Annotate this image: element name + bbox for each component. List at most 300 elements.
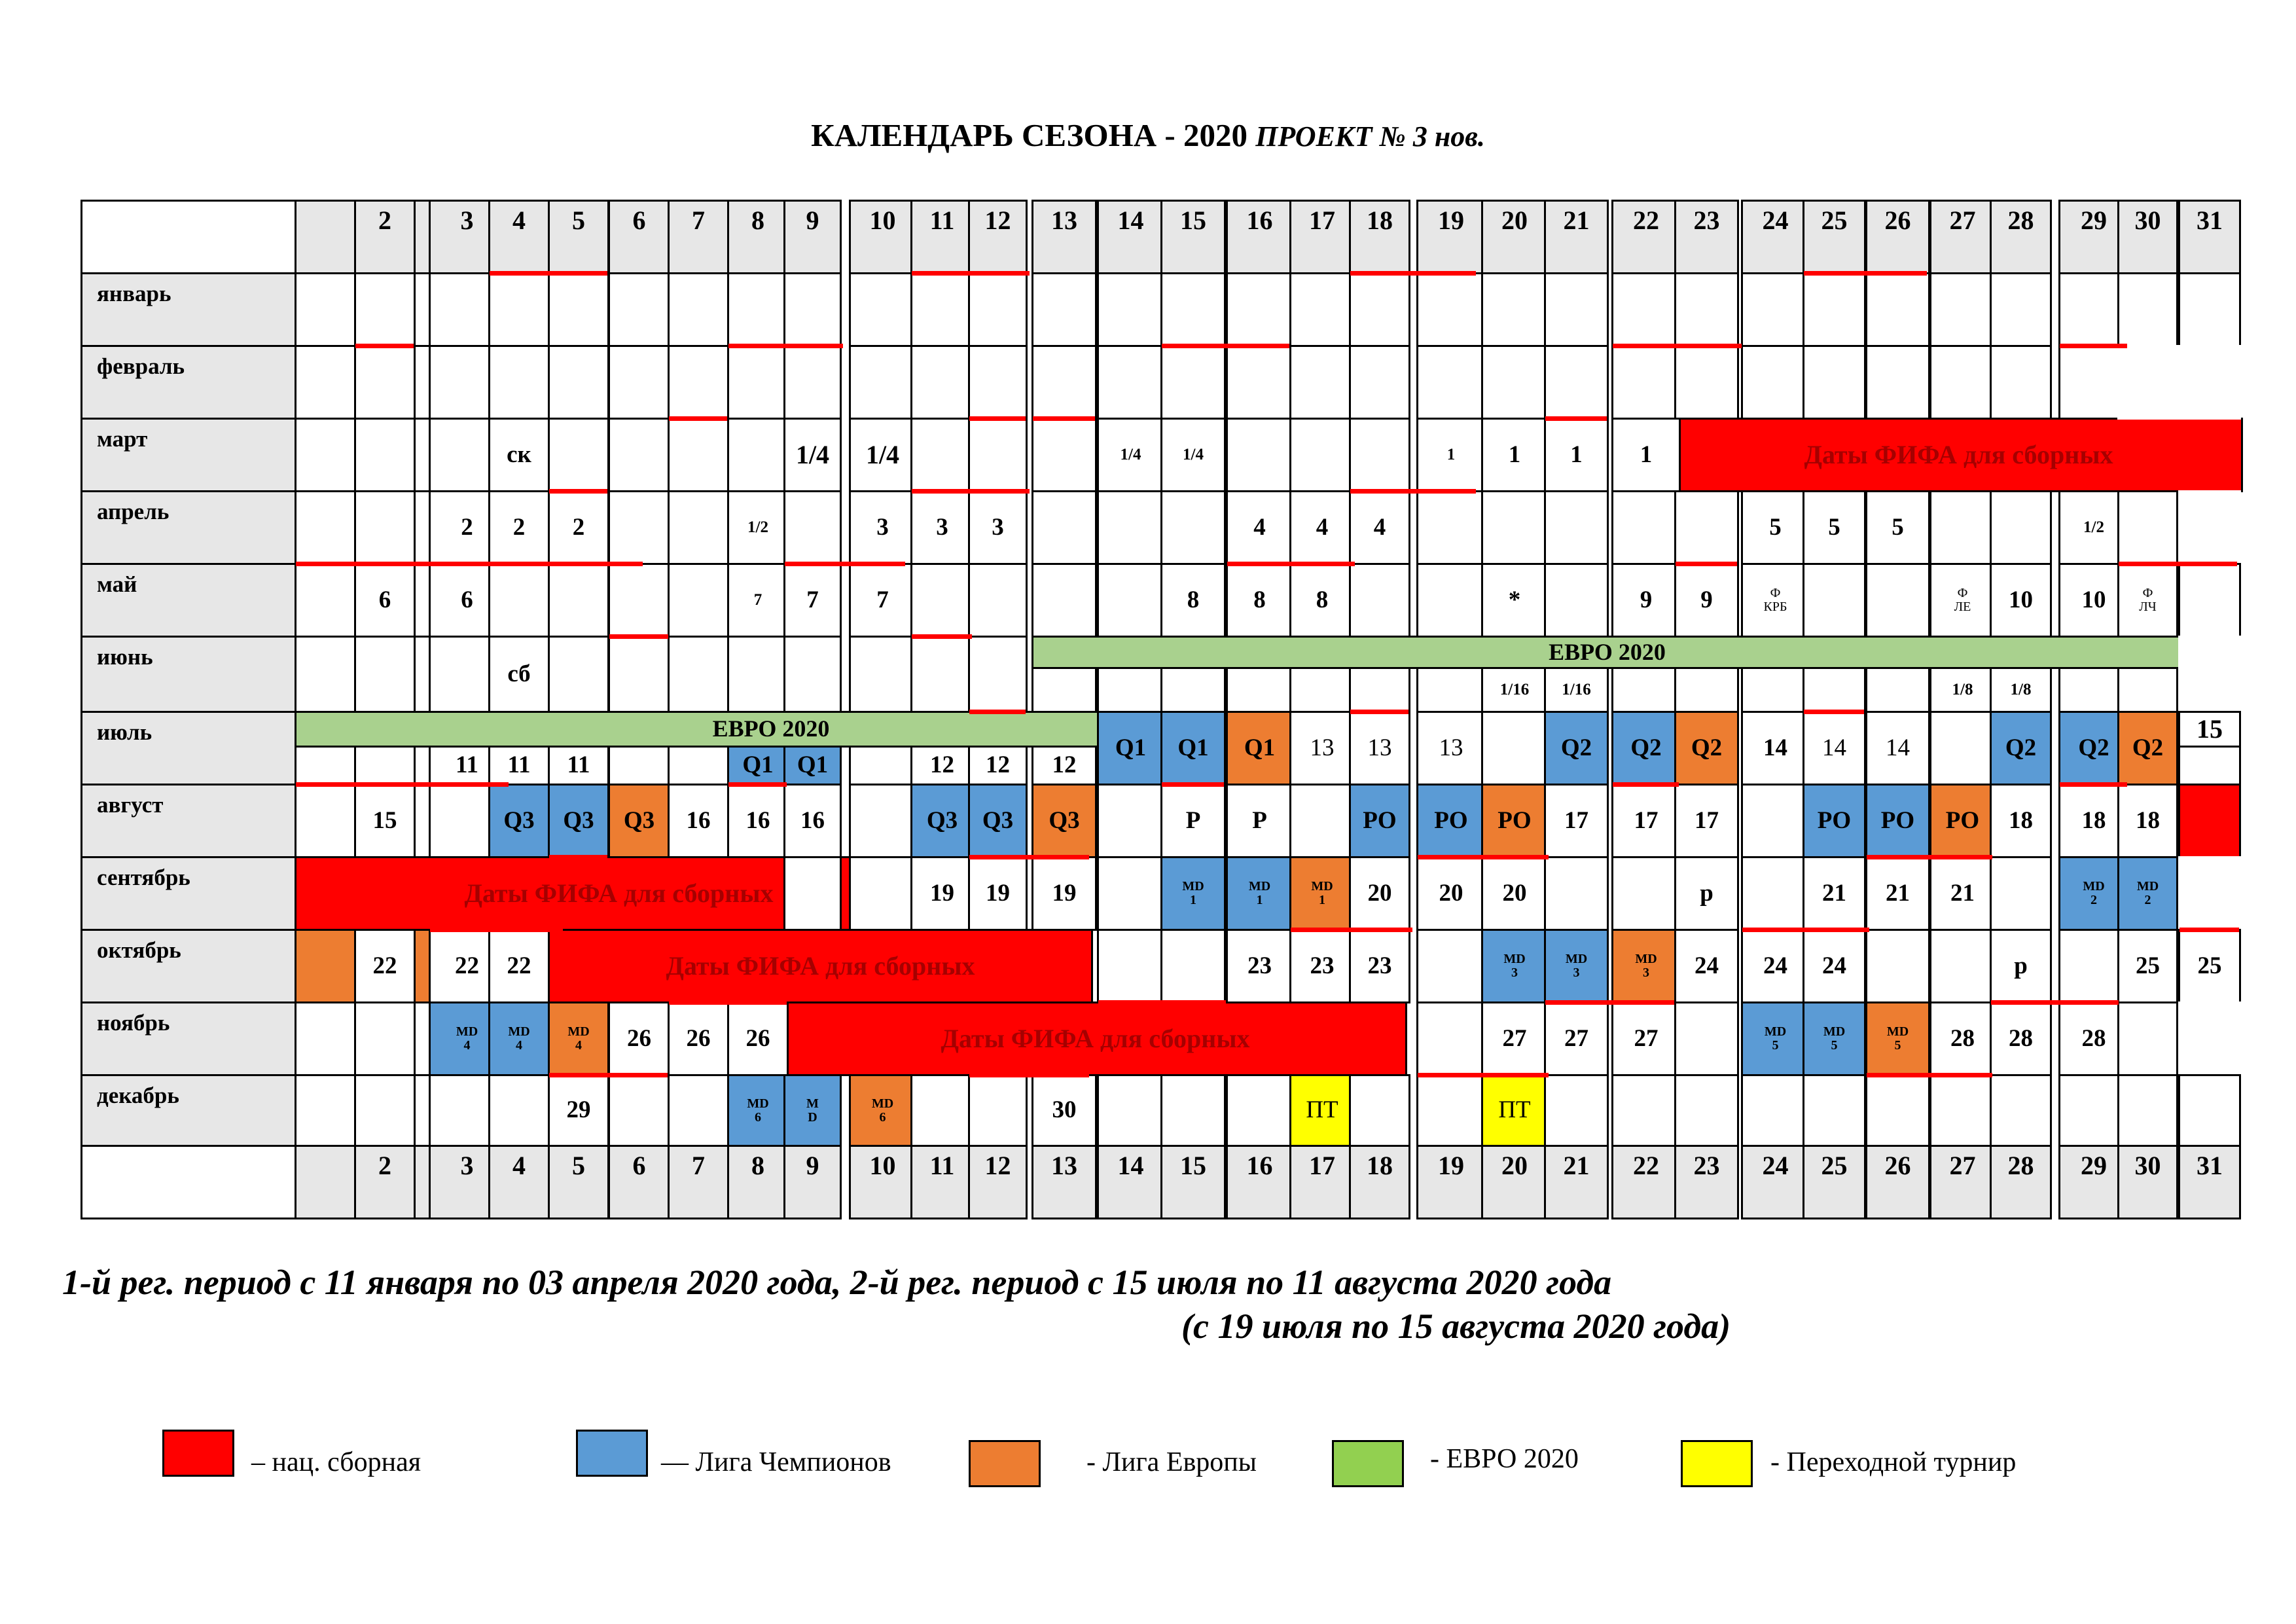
weekend-underline (1545, 416, 1607, 421)
fifa-dates-block-end (2178, 784, 2241, 858)
day-cell: 24 (1674, 929, 1739, 1003)
day-cell: 8 (1226, 563, 1293, 638)
day-cell (1349, 418, 1410, 492)
day-cell: * (1481, 563, 1548, 638)
day-cell (1349, 272, 1410, 347)
day-cell: 5 (1741, 490, 1810, 565)
day-cell: MD 2 (2058, 856, 2129, 931)
day-cell: 15 (354, 784, 416, 858)
day-cell: 30 (1031, 1074, 1097, 1147)
legend-swatch-national-team (162, 1430, 234, 1477)
weekend-underline (969, 1073, 1089, 1077)
day-cell: 24 (1741, 929, 1810, 1003)
day-cell (1611, 490, 1681, 565)
day-cell (1416, 1074, 1486, 1147)
day-footer: 20 (1481, 1145, 1548, 1219)
day-cell (968, 563, 1028, 638)
day-cell: 21 (1865, 856, 1930, 931)
day-cell: MD 4 (548, 1001, 609, 1076)
day-cell (1544, 563, 1609, 638)
day-header: 28 (1990, 200, 2052, 274)
day-cell (608, 1074, 670, 1147)
day-cell (1416, 490, 1486, 565)
day-cell (1416, 667, 1486, 713)
day-cell: Ф ЛЕ (1929, 563, 1996, 638)
day-header: 14 (1097, 200, 1164, 274)
day-footer: 4 (488, 1145, 550, 1219)
day-cell: Q1 (783, 746, 842, 785)
day-cell (968, 636, 1028, 713)
day-header: 21 (1544, 200, 1609, 274)
day-footer: 28 (1990, 1145, 2052, 1219)
weekend-underline (1742, 928, 1869, 932)
day-cell: PO (1349, 784, 1410, 858)
legend-label-transition-tournament: - Переходной турнир (1770, 1447, 2017, 1477)
day-cell: 23 (1226, 929, 1293, 1003)
day-cell (1481, 272, 1548, 347)
day-cell: P (1226, 784, 1293, 858)
day-cell (1865, 929, 1930, 1003)
day-cell: 7 (849, 563, 916, 638)
day-cell: MD 2 (2117, 856, 2178, 931)
day-cell (910, 1074, 974, 1147)
day-cell: 12 (1031, 746, 1097, 785)
weekend-underline (1162, 782, 1224, 787)
day-cell-empty (2178, 345, 2241, 420)
day-footer: 25 (1803, 1145, 1866, 1219)
day-cell: MD 1 (1289, 856, 1355, 931)
month-label: май (81, 563, 296, 638)
day-cell (1416, 345, 1486, 420)
day-cell: Ф ЛЧ (2117, 563, 2178, 638)
day-cell (727, 636, 789, 713)
day-cell (354, 636, 416, 713)
day-cell: 1 (1611, 418, 1681, 492)
day-cell (488, 345, 550, 420)
day-cell (1741, 272, 1810, 347)
day-cell: 20 (1416, 856, 1486, 931)
day-footer: 29 (2058, 1145, 2129, 1219)
day-cell (1349, 667, 1410, 713)
day-cell: Q2 (2058, 711, 2129, 785)
weekend-underline (296, 782, 509, 787)
day-cell: 2 (488, 490, 550, 565)
day-cell: P (1160, 784, 1226, 858)
day-cell (1990, 345, 2052, 420)
weekend-underline (1033, 416, 1095, 421)
day-cell (1160, 1074, 1226, 1147)
weekend-underline (2119, 562, 2237, 566)
day-footer: 27 (1929, 1145, 1996, 1219)
day-footer: 10 (849, 1145, 916, 1219)
day-cell: 17 (1611, 784, 1681, 858)
day-cell (1803, 1074, 1866, 1147)
day-cell (1226, 667, 1293, 713)
day-cell (968, 345, 1028, 420)
day-header: 26 (1865, 200, 1930, 274)
day-cell (783, 345, 842, 420)
day-cell (1289, 784, 1355, 858)
day-cell: 20 (1481, 856, 1548, 931)
day-cell (1544, 856, 1609, 931)
day-header: 5 (548, 200, 609, 274)
day-cell: MD 3 (1611, 929, 1681, 1003)
day-footer: 8 (727, 1145, 789, 1219)
day-cell (1226, 345, 1293, 420)
day-cell: Q3 (608, 784, 670, 858)
day-cell: MD 4 (429, 1001, 505, 1076)
day-cell (1865, 1074, 1930, 1147)
day-cell: 19 (968, 856, 1028, 931)
euro-2020-block: ЕВРО 2020 (1031, 636, 2183, 669)
day-cell: 13 (1416, 711, 1486, 785)
day-cell (1674, 1001, 1739, 1076)
day-cell: 27 (1611, 1001, 1681, 1076)
day-cell (668, 746, 729, 785)
day-cell: 26 (668, 1001, 729, 1076)
day-header: 30 (2117, 200, 2178, 274)
day-cell (1611, 272, 1681, 347)
day-cell: 9 (1611, 563, 1681, 638)
month-label: август (81, 784, 296, 858)
day-cell: Q2 (1544, 711, 1609, 785)
day-header: 23 (1674, 200, 1739, 274)
day-cell: 1/2 (2058, 490, 2129, 565)
day-footer: 9 (783, 1145, 842, 1219)
day-cell: 8 (1289, 563, 1355, 638)
day-cell (1611, 1074, 1681, 1147)
day-cell (727, 418, 789, 492)
day-cell: 14 (1865, 711, 1930, 785)
day-cell: ск (488, 418, 550, 492)
day-cell: 13 (1349, 711, 1410, 785)
day-cell: Q2 (1674, 711, 1739, 785)
day-cell: 1 (1544, 418, 1609, 492)
registration-periods-note-alt: (с 19 июля по 15 августа 2020 года) (1181, 1307, 1731, 1346)
day-header: 24 (1741, 200, 1810, 274)
day-cell (783, 636, 842, 713)
day-footer: 14 (1097, 1145, 1164, 1219)
day-cell (1865, 345, 1930, 420)
day-cell (2178, 563, 2241, 638)
weekend-underline (1162, 344, 1289, 348)
day-cell (354, 490, 416, 565)
day-cell (1349, 345, 1410, 420)
day-cell: 10 (1990, 563, 2052, 638)
day-header: 3 (429, 200, 505, 274)
month-label: июнь (81, 636, 296, 713)
weekend-underline (1227, 562, 1355, 566)
day-cell: Q1 (1160, 711, 1226, 785)
day-cell (1481, 490, 1548, 565)
day-cell-empty (2117, 345, 2178, 420)
day-cell (354, 345, 416, 420)
day-cell: PO (1416, 784, 1486, 858)
day-cell: MD 3 (1481, 929, 1548, 1003)
day-cell (548, 636, 609, 713)
day-cell: 22 (429, 929, 505, 1003)
day-cell (1349, 563, 1410, 638)
day-cell-empty (2178, 490, 2241, 565)
legend-swatch-europa-league (969, 1440, 1041, 1487)
weekend-underline (912, 489, 1030, 494)
page-title (0, 117, 2296, 154)
weekend-underline (1676, 562, 1737, 566)
day-cell: 20 (1349, 856, 1410, 931)
day-cell: 19 (910, 856, 974, 931)
day-cell: 4 (1289, 490, 1355, 565)
day-footer: 16 (1226, 1145, 1293, 1219)
corner-cell (81, 200, 296, 274)
day-cell (1289, 272, 1355, 347)
day-cell: 27 (1481, 1001, 1548, 1076)
day-cell (1674, 667, 1739, 713)
day-cell: Q1 (1226, 711, 1293, 785)
day-footer: 19 (1416, 1145, 1486, 1219)
day-cell (668, 563, 729, 638)
weekend-underline (669, 416, 727, 421)
day-cell: 16 (783, 784, 842, 858)
day-cell: 19 (1031, 856, 1097, 931)
day-cell (1741, 345, 1810, 420)
day-cell: сб (488, 636, 550, 713)
day-cell (354, 746, 416, 785)
day-cell: Q3 (1031, 784, 1097, 858)
day-cell: MD 5 (1865, 1001, 1930, 1076)
day-header: 29 (2058, 200, 2129, 274)
day-cell (849, 345, 916, 420)
day-cell (1929, 490, 1996, 565)
day-footer: 18 (1349, 1145, 1410, 1219)
day-cell: 29 (548, 1074, 609, 1147)
day-header: 31 (2178, 200, 2241, 274)
day-cell (849, 746, 916, 785)
month-label: июль (81, 711, 296, 785)
weekend-underline (1350, 271, 1476, 276)
day-cell: 12 (910, 746, 974, 785)
day-cell: Q3 (548, 784, 609, 858)
legend-label-euro: - ЕВРО 2020 (1430, 1444, 1579, 1474)
day-cell (354, 1001, 416, 1076)
day-cell: 17 (1674, 784, 1739, 858)
day-cell (1160, 345, 1226, 420)
day-cell: 11 (488, 746, 550, 785)
day-cell (2117, 1001, 2178, 1076)
day-cell: 11 (429, 746, 505, 785)
weekend-underline (609, 634, 668, 639)
day-header: 20 (1481, 200, 1548, 274)
day-cell: 1/16 (1544, 667, 1609, 713)
day-footer: 13 (1031, 1145, 1097, 1219)
day-cell: PO (1865, 784, 1930, 858)
day-cell: ПТ (1289, 1074, 1355, 1147)
day-cell: 14 (1741, 711, 1810, 785)
day-cell (608, 746, 670, 785)
day-cell (849, 272, 916, 347)
day-cell: MD 6 (849, 1074, 916, 1147)
weekend-underline (2060, 344, 2127, 348)
day-header: 27 (1929, 200, 1996, 274)
weekend-underline (1804, 271, 1927, 276)
day-cell: Q2 (2117, 711, 2178, 785)
day-cell: Q1 (727, 746, 789, 785)
day-cell (1741, 784, 1810, 858)
day-cell (1031, 418, 1097, 492)
day-cell (2117, 272, 2178, 347)
day-cell (1097, 784, 1164, 858)
day-cell: 21 (1929, 856, 1996, 931)
day-cell: ПТ (1481, 1074, 1548, 1147)
weekend-underline (785, 562, 905, 566)
day-cell: Q3 (488, 784, 550, 858)
day-cell: 6 (429, 563, 505, 638)
weekend-underline (1867, 1073, 1992, 1077)
day-cell: 8 (1160, 563, 1226, 638)
fifa-dates-block: Даты ФИФА для сборных (783, 1001, 1407, 1076)
day-header: 17 (1289, 200, 1355, 274)
weekend-underline (912, 634, 972, 639)
day-cell (1097, 856, 1164, 931)
day-cell: 23 (1289, 929, 1355, 1003)
day-cell (488, 272, 550, 347)
day-cell (2117, 490, 2178, 565)
legend-swatch-champions-league (576, 1430, 648, 1477)
weekend-underline (969, 416, 1026, 421)
day-cell: 1/4 (1097, 418, 1164, 492)
day-cell (1544, 345, 1609, 420)
day-cell (1160, 667, 1226, 713)
day-cell: 7 (727, 563, 789, 638)
weekend-underline (1804, 710, 1864, 714)
registration-periods-note: 1-й рег. период с 11 января по 03 апреля 2020 года, 2-й рег. период с 15 июля по 11 августа 2020 года (62, 1263, 1612, 1302)
day-cell (354, 1074, 416, 1147)
day-footer: 21 (1544, 1145, 1609, 1219)
day-cell: 16 (727, 784, 789, 858)
euro-2020-block: ЕВРО 2020 (295, 711, 1247, 748)
weekend-underline (728, 782, 787, 787)
day-footer: 23 (1674, 1145, 1739, 1219)
weekend-underline (2179, 928, 2239, 932)
day-cell (1416, 272, 1486, 347)
day-cell: 23 (1349, 929, 1410, 1003)
day-cell (968, 272, 1028, 347)
day-footer: 3 (429, 1145, 505, 1219)
fifa-dates-block: Даты ФИФА для сборных (295, 856, 943, 931)
day-cell: Q3 (910, 784, 974, 858)
day-cell (1865, 667, 1930, 713)
day-footer: 17 (1289, 1145, 1355, 1219)
day-footer: 24 (1741, 1145, 1810, 1219)
day-cell (2178, 746, 2241, 785)
day-cell (1929, 1074, 1996, 1147)
day-cell (910, 272, 974, 347)
day-cell (1929, 272, 1996, 347)
month-label: сентябрь (81, 856, 296, 931)
day-header: 7 (668, 200, 729, 274)
month-label: январь (81, 272, 296, 347)
day-cell (548, 418, 609, 492)
day-cell (1226, 1074, 1293, 1147)
day-cell (608, 563, 670, 638)
day-cell: 1/8 (1929, 667, 1996, 713)
day-footer: 31 (2178, 1145, 2241, 1219)
day-cell (1990, 856, 2052, 931)
day-cell (488, 1074, 550, 1147)
day-cell (1741, 1074, 1810, 1147)
weekend-underline (430, 928, 563, 932)
day-cell-empty (2178, 636, 2241, 713)
day-cell: 4 (1226, 490, 1293, 565)
day-footer: 22 (1611, 1145, 1681, 1219)
day-cell-empty (2178, 1001, 2241, 1076)
day-cell: 10 (2058, 563, 2129, 638)
month-label: октябрь (81, 929, 296, 1003)
day-header: 19 (1416, 200, 1486, 274)
day-cell: MD 1 (1226, 856, 1293, 931)
weekend-underline (1350, 489, 1476, 494)
day-header: 12 (968, 200, 1028, 274)
day-footer: 6 (608, 1145, 670, 1219)
day-cell (727, 272, 789, 347)
day-cell: 26 (727, 1001, 789, 1076)
day-cell: 3 (849, 490, 916, 565)
day-header: 6 (608, 200, 670, 274)
day-cell: 22 (354, 929, 416, 1003)
day-cell (1416, 1001, 1486, 1076)
day-cell: 1/8 (1990, 667, 2052, 713)
day-cell: 28 (2058, 1001, 2129, 1076)
day-cell (1544, 272, 1609, 347)
day-cell-empty (2178, 856, 2241, 931)
day-cell (2178, 1074, 2241, 1147)
day-cell (608, 418, 670, 492)
weekend-underline (728, 344, 843, 348)
weekend-underline (969, 855, 1089, 859)
day-cell (1990, 1074, 2052, 1147)
day-cell (1674, 272, 1739, 347)
day-cell: Q3 (968, 784, 1028, 858)
day-cell: MD 4 (488, 1001, 550, 1076)
day-cell: Q2 (1990, 711, 2052, 785)
day-cell (608, 272, 670, 347)
day-cell: 3 (910, 490, 974, 565)
day-cell (910, 345, 974, 420)
day-header: 16 (1226, 200, 1293, 274)
day-cell: 18 (2117, 784, 2178, 858)
season-calendar-grid (81, 200, 2244, 1218)
day-cell (488, 563, 550, 638)
day-cell (1031, 272, 1097, 347)
day-cell: 1/4 (783, 418, 842, 492)
day-cell (354, 418, 416, 492)
day-cell (548, 345, 609, 420)
day-cell (849, 636, 916, 713)
day-cell (1674, 1074, 1739, 1147)
day-cell: 21 (1803, 856, 1866, 931)
legend-swatch-euro (1332, 1440, 1404, 1487)
day-footer: 15 (1160, 1145, 1226, 1219)
month-label: апрель (81, 490, 296, 565)
day-footer: 30 (2117, 1145, 2178, 1219)
day-cell: Ф КРБ (1741, 563, 1810, 638)
day-cell (1031, 667, 1097, 713)
day-cell (608, 490, 670, 565)
weekend-underline (1867, 855, 1992, 859)
weekend-underline (1098, 1000, 1226, 1005)
day-cell (1865, 272, 1930, 347)
day-cell (548, 272, 609, 347)
legend-label-champions-league: — Лига Чемпионов (661, 1447, 891, 1477)
